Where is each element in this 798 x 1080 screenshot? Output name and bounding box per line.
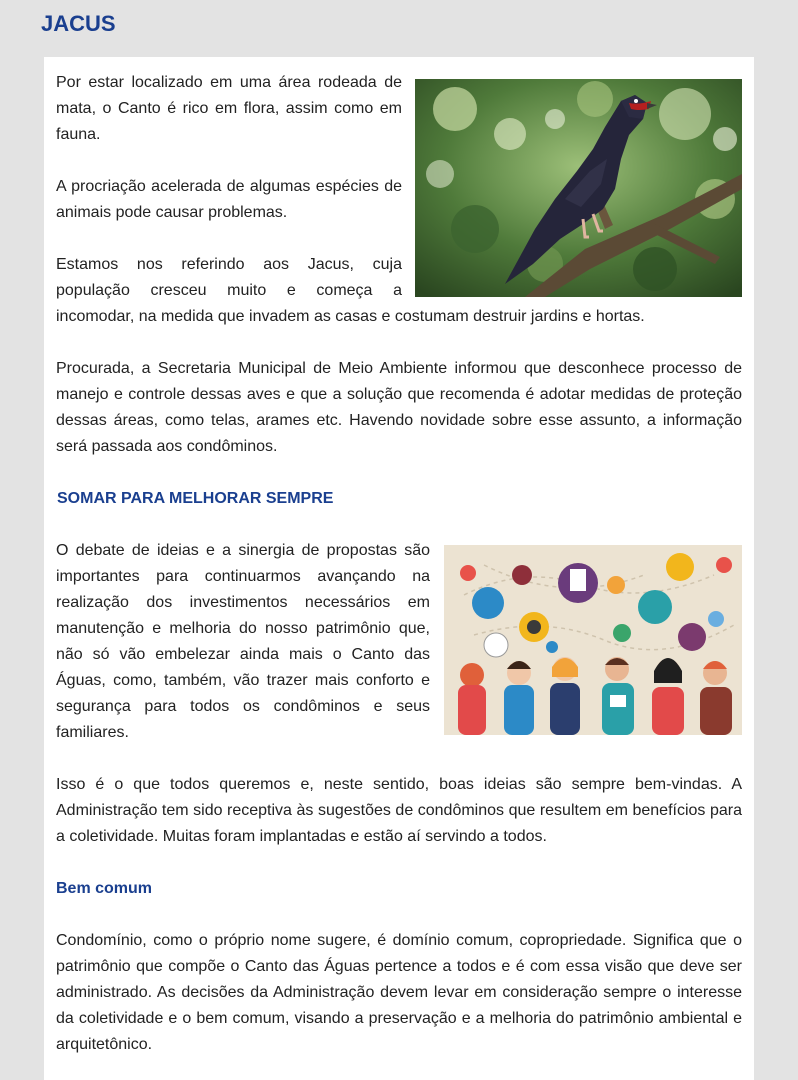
paragraph: Condomínio, como o próprio nome sugere, é domínio comum, copropriedade. Significa que o patrimônio que compõe o Canto das Águas pertence a todos e é com essa visão que deve ser administrado. As decisões da Administração devem levar em consideração sempre o interesse da coletividade e o bem comum, visando a preservação e a melhoria do patrimônio ambiental e arquitetônico. [56, 932, 742, 1053]
jacu-bird-image [415, 79, 742, 297]
paragraph: Procurada, a Secretaria Municipal de Meio Ambiente informou que desconhece processo de manejo e controle dessas aves e que a solução que recomenda é adotar medidas de proteção dessas áreas, como telas, arames etc. Havendo novidade sobre esse assunto, a informação será passada aos condôminos. [56, 360, 742, 455]
people-network-image [444, 545, 742, 735]
people-illustration [444, 545, 742, 735]
paragraph: A procriação acelerada de algumas espécies de animais pode causar problemas. [56, 178, 402, 221]
article-card [44, 57, 754, 1080]
section-heading-bem-comum: Bem comum [56, 880, 153, 897]
section-heading-somar: SOMAR PARA MELHORAR SEMPRE [57, 490, 334, 507]
paragraph: Estamos nos referindo aos Jacus, cuja população cresceu muito e começa a incomodar, na medida que invadem as casas e costumam destruir jardins e hortas. [56, 256, 645, 325]
paragraph: O debate de ideias e a sinergia de propostas são importantes para continuarmos avançando na realização dos investimentos necessários em manutenção e melhoria do nosso patrimônio que, não só vão embelezar ainda mais o Canto das Águas, como, também, vão trazer mais conforto e segurança para todos os condôminos e seus familiares. [56, 542, 430, 741]
paragraph: Por estar localizado em uma área rodeada de mata, o Canto é rico em flora, assim como em fauna. [56, 74, 402, 143]
page-title: JACUS [41, 11, 116, 36]
article-content [56, 70, 742, 1080]
paragraph: Isso é o que todos queremos e, neste sentido, boas ideias são sempre bem-vindas. A Administração tem sido receptiva às sugestões de condôminos que resultem em benefícios para a coletividade. Muitas foram implantadas e estão aí servindo a todos. [56, 776, 742, 845]
bird-photo-illustration [415, 79, 742, 297]
